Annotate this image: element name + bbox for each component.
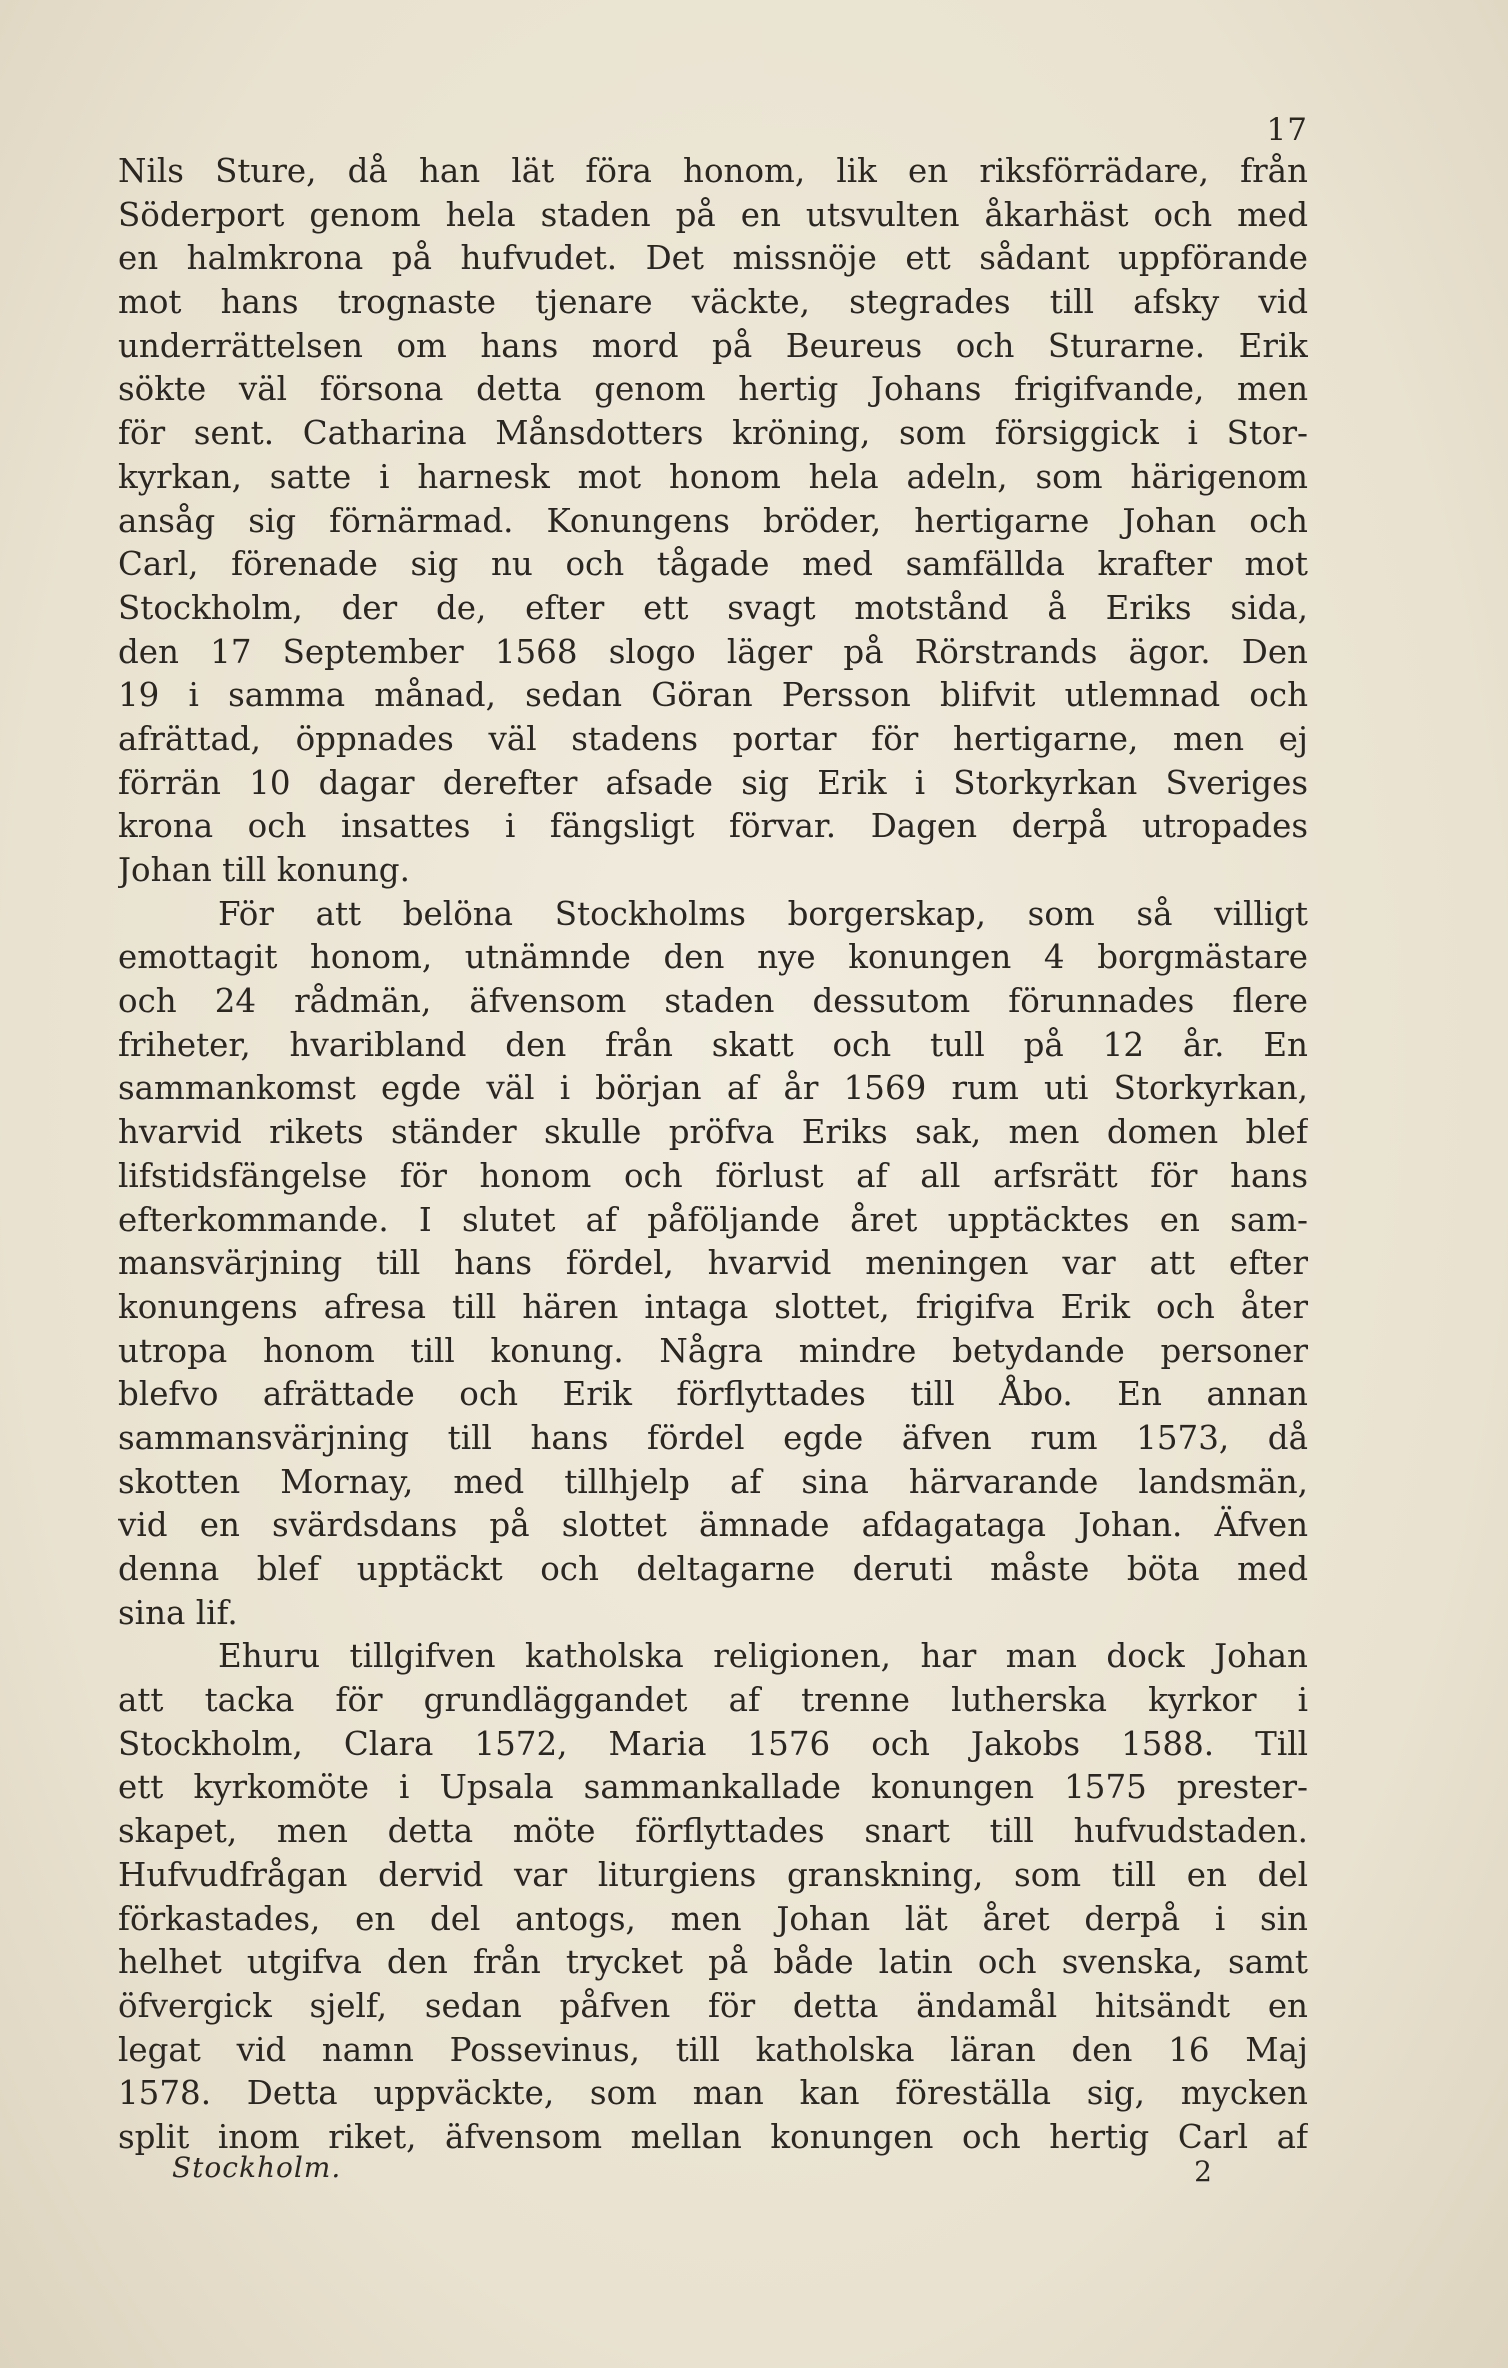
text-line: mot hans trognaste tjenare väckte, stegrades till afsky vid (118, 283, 1308, 322)
text-line: Johan till konung. (118, 851, 410, 889)
text-line: Söderport genom hela staden på en utsvulten åkarhäst och med (118, 195, 1308, 234)
text-line: För att belöna Stockholms borgerskap, som så villigt (218, 894, 1308, 933)
text-line: efterkommande. I slutet af påföljande året upptäcktes en sam- (118, 1200, 1308, 1239)
text-line: hvarvid rikets ständer skulle pröfva Eriks sak, men domen blef (118, 1113, 1308, 1152)
printer-signature: Stockholm. (172, 2151, 342, 2184)
sheet-number: 2 (1194, 2155, 1212, 2188)
text-line: 19 i samma månad, sedan Göran Persson blifvit utlemnad och (118, 676, 1308, 715)
text-line: den 17 September 1568 slogo läger på Rörstrands ägor. Den (118, 632, 1308, 671)
text-line: Ehuru tillgifven katholska religionen, har man dock Johan (218, 1637, 1308, 1676)
text-line: sammansvärjning till hans fördel egde äfven rum 1573, då (118, 1418, 1308, 1457)
text-line: sammankomst egde väl i början af år 1569 rum uti Storkyrkan, (118, 1069, 1308, 1108)
text-line: och 24 rådmän, äfvensom staden dessutom förunnades flere (118, 982, 1308, 1021)
text-line: helhet utgifva den från trycket på både latin och svenska, samt (118, 1943, 1308, 1982)
text-line: en halmkrona på hufvudet. Det missnöje ett sådant uppförande (118, 239, 1308, 278)
text-line: sökte väl försona detta genom hertig Johans frigifvande, men (118, 370, 1308, 409)
text-line: öfvergick sjelf, sedan påfven för detta ändamål hitsändt en (118, 1986, 1308, 2025)
text-line: kyrkan, satte i harnesk mot honom hela adeln, som härigenom (118, 457, 1308, 496)
text-line: Hufvudfrågan dervid var liturgiens granskning, som till en del (118, 1855, 1308, 1894)
text-line: friheter, hvaribland den från skatt och tull på 12 år. En (118, 1025, 1308, 1064)
text-line: vid en svärdsdans på slottet ämnade afdagataga Johan. Äfven (118, 1506, 1308, 1545)
text-line: för sent. Catharina Månsdotters kröning, som försiggick i Stor- (118, 414, 1308, 453)
body-text (118, 150, 1308, 2160)
text-line: ett kyrkomöte i Upsala sammankallade konungen 1575 prester- (118, 1768, 1308, 1807)
text-line: förrän 10 dagar derefter afsade sig Erik i Storkyrkan Sveriges (118, 763, 1308, 802)
text-line: legat vid namn Possevinus, till katholska läran den 16 Maj (118, 2030, 1308, 2069)
text-line: Carl, förenade sig nu och tågade med samfällda krafter mot (118, 545, 1308, 584)
text-line: underrättelsen om hans mord på Beureus och Sturarne. Erik (118, 326, 1308, 365)
text-line: konungens afresa till hären intaga slottet, frigifva Erik och åter (118, 1287, 1308, 1326)
text-line: skotten Mornay, med tillhjelp af sina härvarande landsmän, (118, 1462, 1308, 1501)
text-line: skapet, men detta möte förflyttades snart till hufvudstaden. (118, 1812, 1308, 1851)
text-line: blefvo afrättade och Erik förflyttades till Åbo. En annan (118, 1375, 1308, 1414)
text-line: mansvärjning till hans fördel, hvarvid meningen var att efter (118, 1244, 1308, 1283)
text-line: sina lif. (118, 1593, 238, 1632)
text-line: utropa honom till konung. Några mindre betydande personer (118, 1331, 1308, 1370)
text-line: Nils Sture, då han lät föra honom, lik en riksförrädare, från (118, 152, 1308, 190)
text-line: afrättad, öppnades väl stadens portar för hertigarne, men ej (118, 719, 1308, 758)
text-line: emottagit honom, utnämnde den nye konungen 4 borgmästare (118, 938, 1308, 977)
text-line: Stockholm, Clara 1572, Maria 1576 och Jakobs 1588. Till (118, 1724, 1308, 1763)
page-number: 17 (1266, 112, 1308, 148)
text-line: Stockholm, der de, efter ett svagt motstånd å Eriks sida, (118, 588, 1308, 627)
text-line: split inom riket, äfvensom mellan konungen och hertig Carl af (118, 2117, 1308, 2156)
text-line: lifstidsfängelse för honom och förlust af all arfsrätt för hans (118, 1156, 1308, 1195)
text-line: krona och insattes i fängsligt förvar. Dagen derpå utropades (118, 807, 1308, 846)
text-line: förkastades, en del antogs, men Johan lät året derpå i sin (118, 1899, 1308, 1938)
text-line: ansåg sig förnärmad. Konungens bröder, hertigarne Johan och (118, 501, 1308, 540)
text-line: 1578. Detta uppväckte, som man kan föreställa sig, mycken (118, 2074, 1308, 2113)
text-line: att tacka för grundläggandet af trenne lutherska kyrkor i (118, 1681, 1308, 1720)
text-line: denna blef upptäckt och deltagarne deruti måste böta med (118, 1550, 1308, 1588)
page-footer (172, 2151, 1212, 2191)
